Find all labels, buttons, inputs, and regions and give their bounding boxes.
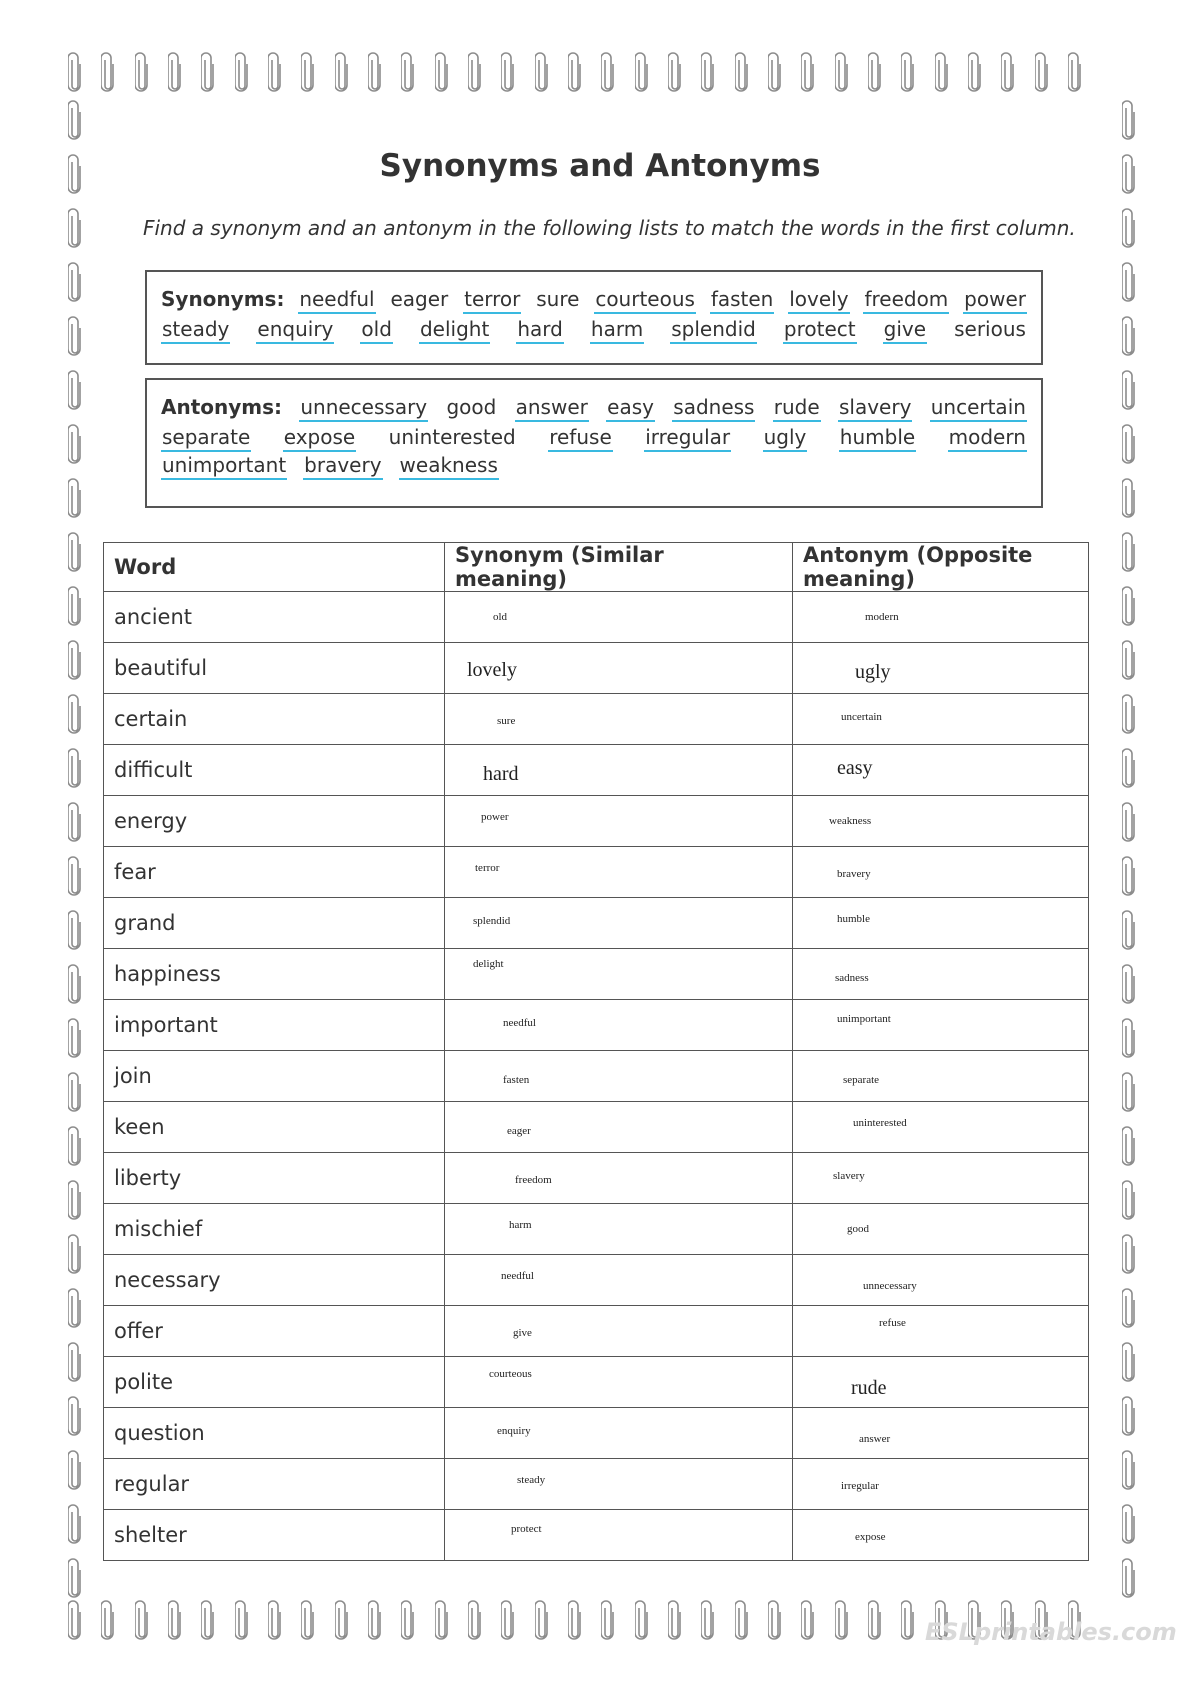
word-chip: expose xyxy=(283,424,356,452)
paperclip-icon xyxy=(135,52,149,94)
paperclip-icon xyxy=(335,1600,349,1642)
paperclip-icon xyxy=(635,52,649,94)
paperclip-icon xyxy=(68,1126,82,1168)
paperclip-icon xyxy=(701,52,715,94)
word-chip: sadness xyxy=(672,394,755,422)
paperclip-icon xyxy=(901,1600,915,1642)
paperclip-icon xyxy=(68,1450,82,1492)
paperclip-icon xyxy=(868,52,882,94)
header-word: Word xyxy=(104,543,445,592)
word-chip: separate xyxy=(161,424,251,452)
paperclip-icon xyxy=(68,532,82,574)
paperclip-icon xyxy=(1122,586,1136,628)
antonym-answer: uncertain xyxy=(841,711,882,723)
synonyms-box xyxy=(145,270,1043,365)
paperclip-icon xyxy=(768,1600,782,1642)
paperclip-icon xyxy=(68,748,82,790)
paperclip-icon xyxy=(435,1600,449,1642)
instruction-text: Find a synonym and an antonym in the following lists to match the words in the first column. xyxy=(143,216,1076,240)
paperclip-icon xyxy=(1035,52,1049,94)
word-cell: mischief xyxy=(104,1204,445,1255)
antonym-cell[interactable] xyxy=(793,796,1089,847)
word-chip: needful xyxy=(298,286,375,314)
paperclip-icon xyxy=(301,52,315,94)
paperclip-icon xyxy=(235,1600,249,1642)
word-cell: important xyxy=(104,1000,445,1051)
antonym-cell[interactable] xyxy=(793,592,1089,643)
paperclip-icon xyxy=(968,52,982,94)
word-chip: weakness xyxy=(399,452,499,480)
antonym-cell[interactable] xyxy=(793,1408,1089,1459)
paperclip-icon xyxy=(1122,1072,1136,1114)
antonym-answer: unnecessary xyxy=(863,1280,917,1292)
synonym-cell[interactable] xyxy=(445,1051,793,1102)
paperclip-icon xyxy=(801,1600,815,1642)
word-cell: question xyxy=(104,1408,445,1459)
word-chip: power xyxy=(963,286,1027,314)
antonym-cell[interactable] xyxy=(793,745,1089,796)
synonym-answer: needful xyxy=(503,1017,536,1029)
word-cell: regular xyxy=(104,1459,445,1510)
word-chip: modern xyxy=(948,424,1027,452)
word-chip: fasten xyxy=(710,286,775,314)
paperclip-icon xyxy=(68,1342,82,1384)
table-row xyxy=(104,1153,1089,1204)
paperclip-icon xyxy=(668,52,682,94)
table-row xyxy=(104,1102,1089,1153)
table-row xyxy=(104,1255,1089,1306)
word-chip: give xyxy=(883,316,927,344)
paperclip-icon xyxy=(268,1600,282,1642)
table-row xyxy=(104,694,1089,745)
synonym-answer: old xyxy=(493,611,508,623)
word-cell: fear xyxy=(104,847,445,898)
synonym-cell[interactable] xyxy=(445,1000,793,1051)
paperclip-icon xyxy=(1122,802,1136,844)
table-row xyxy=(104,1510,1089,1561)
paperclip-icon xyxy=(1122,1234,1136,1276)
word-chip: hard xyxy=(516,316,564,344)
paperclip-border-top xyxy=(68,52,1082,98)
word-cell: grand xyxy=(104,898,445,949)
header-antonym: Antonym (Opposite meaning) xyxy=(793,543,1089,592)
paperclip-icon xyxy=(735,52,749,94)
word-cell: shelter xyxy=(104,1510,445,1561)
page-title: Synonyms and Antonyms xyxy=(379,148,821,184)
paperclip-icon xyxy=(435,52,449,94)
synonym-answer: splendid xyxy=(473,915,511,927)
paperclip-icon xyxy=(68,1504,82,1546)
paperclip-icon xyxy=(135,1600,149,1642)
antonym-cell[interactable] xyxy=(793,1510,1089,1561)
synonym-answer: delight xyxy=(473,958,504,970)
word-table xyxy=(103,542,1089,1561)
antonym-cell[interactable] xyxy=(793,643,1089,694)
paperclip-icon xyxy=(901,52,915,94)
table-row xyxy=(104,1204,1089,1255)
paperclip-icon xyxy=(68,1396,82,1438)
paperclip-icon xyxy=(368,1600,382,1642)
paperclip-icon xyxy=(235,52,249,94)
table-row xyxy=(104,1000,1089,1051)
synonym-answer: eager xyxy=(507,1125,531,1137)
word-chip: uncertain xyxy=(930,394,1027,422)
watermark: ESLprintables.com xyxy=(925,1618,1177,1646)
antonym-answer: modern xyxy=(865,611,899,623)
synonym-answer: give xyxy=(513,1327,532,1339)
paperclip-icon xyxy=(68,1018,82,1060)
synonym-answer: steady xyxy=(517,1474,546,1486)
paperclip-icon xyxy=(68,262,82,304)
paperclip-icon xyxy=(301,1600,315,1642)
paperclip-icon xyxy=(1122,856,1136,898)
antonym-answer: uninterested xyxy=(853,1117,907,1129)
antonym-cell[interactable] xyxy=(793,949,1089,1000)
table-row xyxy=(104,1408,1089,1459)
paperclip-icon xyxy=(1122,100,1136,142)
paperclip-icon xyxy=(201,52,215,94)
word-chip: refuse xyxy=(548,424,613,452)
paperclip-icon xyxy=(68,52,82,94)
table-row xyxy=(104,1459,1089,1510)
paperclip-icon xyxy=(1122,532,1136,574)
antonym-cell[interactable] xyxy=(793,1102,1089,1153)
paperclip-icon xyxy=(68,370,82,412)
antonym-cell[interactable] xyxy=(793,1306,1089,1357)
word-chip: bravery xyxy=(303,452,382,480)
paperclip-icon xyxy=(801,52,815,94)
antonym-cell[interactable] xyxy=(793,1255,1089,1306)
paperclip-icon xyxy=(401,52,415,94)
antonyms-line-3 xyxy=(161,452,1027,480)
word-chip: enquiry xyxy=(256,316,334,344)
paperclip-icon xyxy=(168,1600,182,1642)
paperclip-border-right xyxy=(1122,100,1142,1600)
word-cell: keen xyxy=(104,1102,445,1153)
antonyms-line-1 xyxy=(161,390,1027,424)
paperclip-icon xyxy=(468,1600,482,1642)
paperclip-icon xyxy=(1122,1018,1136,1060)
paperclip-icon xyxy=(601,1600,615,1642)
antonym-cell[interactable] xyxy=(793,1357,1089,1408)
paperclip-icon xyxy=(835,52,849,94)
paperclip-icon xyxy=(68,100,82,142)
word-cell: offer xyxy=(104,1306,445,1357)
paperclip-icon xyxy=(1122,262,1136,304)
synonym-cell[interactable] xyxy=(445,592,793,643)
word-cell: ancient xyxy=(104,592,445,643)
table-header-row xyxy=(104,543,1089,592)
paperclip-icon xyxy=(468,52,482,94)
paperclip-icon xyxy=(68,856,82,898)
word-cell: necessary xyxy=(104,1255,445,1306)
paperclip-icon xyxy=(1122,640,1136,682)
paperclip-icon xyxy=(68,1600,82,1642)
table-row xyxy=(104,796,1089,847)
paperclip-icon xyxy=(101,52,115,94)
word-cell: join xyxy=(104,1051,445,1102)
synonym-cell[interactable] xyxy=(445,1102,793,1153)
antonym-cell[interactable] xyxy=(793,1051,1089,1102)
paperclip-icon xyxy=(601,52,615,94)
antonym-answer: rude xyxy=(851,1376,887,1399)
word-chip: lovely xyxy=(788,286,849,314)
paperclip-icon xyxy=(1122,478,1136,520)
antonym-cell[interactable] xyxy=(793,694,1089,745)
synonym-answer: enquiry xyxy=(497,1425,531,1437)
synonym-answer: lovely xyxy=(467,658,517,681)
word-chip: splendid xyxy=(670,316,757,344)
synonym-cell[interactable] xyxy=(445,1408,793,1459)
paperclip-icon xyxy=(1122,1450,1136,1492)
antonym-answer: expose xyxy=(855,1531,886,1543)
word-chip: humble xyxy=(839,424,916,452)
paperclip-icon xyxy=(1122,208,1136,250)
antonym-answer: irregular xyxy=(841,1480,879,1492)
header-synonym: Synonym (Similar meaning) xyxy=(445,543,793,592)
antonyms-box xyxy=(145,378,1043,508)
word-chip: freedom xyxy=(863,286,949,314)
paperclip-icon xyxy=(1122,910,1136,952)
table-row xyxy=(104,898,1089,949)
synonyms-label: Synonyms: xyxy=(161,287,285,311)
paperclip-icon xyxy=(1122,316,1136,358)
paperclip-icon xyxy=(535,52,549,94)
synonym-cell[interactable] xyxy=(445,1204,793,1255)
synonym-cell[interactable] xyxy=(445,1459,793,1510)
word-chip: courteous xyxy=(594,286,696,314)
synonyms-line-1 xyxy=(161,282,1027,316)
paperclip-icon xyxy=(68,910,82,952)
antonym-cell[interactable] xyxy=(793,1000,1089,1051)
table-row xyxy=(104,1306,1089,1357)
antonym-cell[interactable] xyxy=(793,898,1089,949)
word-chip: uninterested xyxy=(388,425,516,449)
paperclip-icon xyxy=(68,1558,82,1600)
antonyms-line-2 xyxy=(161,424,1027,452)
paperclip-icon xyxy=(668,1600,682,1642)
word-chip: serious xyxy=(954,317,1026,341)
paperclip-icon xyxy=(1122,1288,1136,1330)
antonym-answer: good xyxy=(847,1223,869,1235)
antonym-answer: separate xyxy=(843,1074,880,1086)
antonym-answer: ugly xyxy=(855,660,891,683)
antonym-answer: unimportant xyxy=(837,1013,891,1025)
synonym-cell[interactable] xyxy=(445,1510,793,1561)
paperclip-icon xyxy=(635,1600,649,1642)
paperclip-icon xyxy=(68,1288,82,1330)
synonym-cell[interactable] xyxy=(445,1306,793,1357)
paperclip-icon xyxy=(401,1600,415,1642)
word-cell: energy xyxy=(104,796,445,847)
synonym-cell[interactable] xyxy=(445,1153,793,1204)
antonyms-label: Antonyms: xyxy=(161,395,283,419)
word-cell: difficult xyxy=(104,745,445,796)
word-chip: old xyxy=(360,316,393,344)
paperclip-icon xyxy=(368,52,382,94)
paperclip-icon xyxy=(568,1600,582,1642)
paperclip-icon xyxy=(568,52,582,94)
paperclip-icon xyxy=(335,52,349,94)
paperclip-icon xyxy=(168,52,182,94)
word-chip: irregular xyxy=(644,424,731,452)
paperclip-icon xyxy=(68,694,82,736)
table-body xyxy=(104,592,1089,1561)
word-chip: sure xyxy=(536,287,580,311)
paperclip-icon xyxy=(1122,1504,1136,1546)
paperclip-icon xyxy=(1001,52,1015,94)
paperclip-icon xyxy=(1122,748,1136,790)
paperclip-icon xyxy=(1122,370,1136,412)
antonym-answer: slavery xyxy=(833,1170,865,1182)
synonym-cell[interactable] xyxy=(445,898,793,949)
synonym-cell[interactable] xyxy=(445,847,793,898)
word-chip: steady xyxy=(161,316,230,344)
paperclip-icon xyxy=(68,1234,82,1276)
synonym-cell[interactable] xyxy=(445,745,793,796)
paperclip-icon xyxy=(1122,424,1136,466)
paperclip-icon xyxy=(68,424,82,466)
antonym-cell[interactable] xyxy=(793,1459,1089,1510)
word-cell: certain xyxy=(104,694,445,745)
word-chip: unimportant xyxy=(161,452,287,480)
word-chip: answer xyxy=(515,394,589,422)
paperclip-icon xyxy=(1122,1126,1136,1168)
word-chip: slavery xyxy=(838,394,912,422)
word-chip: easy xyxy=(606,394,655,422)
table-row xyxy=(104,949,1089,1000)
word-chip: protect xyxy=(783,316,857,344)
antonym-answer: humble xyxy=(837,913,870,925)
paperclip-icon xyxy=(68,208,82,250)
synonym-answer: protect xyxy=(511,1523,542,1535)
word-cell: beautiful xyxy=(104,643,445,694)
antonym-cell[interactable] xyxy=(793,1153,1089,1204)
word-chip: good xyxy=(446,395,497,419)
antonym-answer: answer xyxy=(859,1433,891,1445)
paperclip-icon xyxy=(68,1180,82,1222)
synonym-cell[interactable] xyxy=(445,1255,793,1306)
paperclip-icon xyxy=(68,640,82,682)
synonym-cell[interactable] xyxy=(445,643,793,694)
synonym-cell[interactable] xyxy=(445,1357,793,1408)
synonym-answer: courteous xyxy=(489,1368,532,1380)
table-row xyxy=(104,1051,1089,1102)
antonym-answer: weakness xyxy=(829,815,872,827)
antonym-answer: refuse xyxy=(879,1317,906,1329)
word-chip: rude xyxy=(773,394,821,422)
paperclip-border-left xyxy=(68,100,88,1600)
synonym-answer: hard xyxy=(483,762,519,785)
paperclip-icon xyxy=(835,1600,849,1642)
antonym-cell[interactable] xyxy=(793,1204,1089,1255)
paperclip-icon xyxy=(735,1600,749,1642)
paperclip-icon xyxy=(101,1600,115,1642)
word-chip: terror xyxy=(463,286,521,314)
paperclip-icon xyxy=(1122,1396,1136,1438)
synonyms-line-2 xyxy=(161,316,1027,344)
paperclip-icon xyxy=(1122,964,1136,1006)
paperclip-icon xyxy=(1122,1180,1136,1222)
paperclip-icon xyxy=(68,586,82,628)
table-row xyxy=(104,1357,1089,1408)
table-row xyxy=(104,592,1089,643)
paperclip-icon xyxy=(535,1600,549,1642)
table-row xyxy=(104,643,1089,694)
paperclip-icon xyxy=(868,1600,882,1642)
paperclip-icon xyxy=(1122,1558,1136,1600)
paperclip-icon xyxy=(701,1600,715,1642)
synonym-answer: harm xyxy=(509,1219,532,1231)
antonym-answer: bravery xyxy=(837,868,871,880)
paperclip-icon xyxy=(1122,1342,1136,1384)
table-row xyxy=(104,745,1089,796)
paperclip-icon xyxy=(68,316,82,358)
synonym-cell[interactable] xyxy=(445,949,793,1000)
paperclip-icon xyxy=(201,1600,215,1642)
paperclip-icon xyxy=(501,1600,515,1642)
paperclip-icon xyxy=(935,52,949,94)
synonym-cell[interactable] xyxy=(445,796,793,847)
paperclip-icon xyxy=(1068,52,1082,94)
antonym-cell[interactable] xyxy=(793,847,1089,898)
paperclip-icon xyxy=(268,52,282,94)
antonym-answer: easy xyxy=(837,756,873,779)
paperclip-icon xyxy=(768,52,782,94)
paperclip-icon xyxy=(1122,694,1136,736)
word-cell: polite xyxy=(104,1357,445,1408)
word-cell: happiness xyxy=(104,949,445,1000)
synonym-answer: freedom xyxy=(515,1174,552,1186)
paperclip-icon xyxy=(68,964,82,1006)
synonym-answer: needful xyxy=(501,1270,534,1282)
table-row xyxy=(104,847,1089,898)
paperclip-icon xyxy=(68,1072,82,1114)
paperclip-icon xyxy=(68,802,82,844)
word-cell: liberty xyxy=(104,1153,445,1204)
paperclip-icon xyxy=(501,52,515,94)
synonym-answer: terror xyxy=(475,862,500,874)
synonym-answer: fasten xyxy=(503,1074,530,1086)
paperclip-icon xyxy=(68,478,82,520)
synonym-cell[interactable] xyxy=(445,694,793,745)
antonym-answer: sadness xyxy=(835,972,869,984)
word-chip: unnecessary xyxy=(299,394,428,422)
word-chip: ugly xyxy=(763,424,808,452)
word-chip: eager xyxy=(390,287,449,311)
word-chip: harm xyxy=(590,316,644,344)
synonym-answer: sure xyxy=(497,715,516,727)
word-chip: delight xyxy=(419,316,490,344)
synonym-answer: power xyxy=(481,811,509,823)
